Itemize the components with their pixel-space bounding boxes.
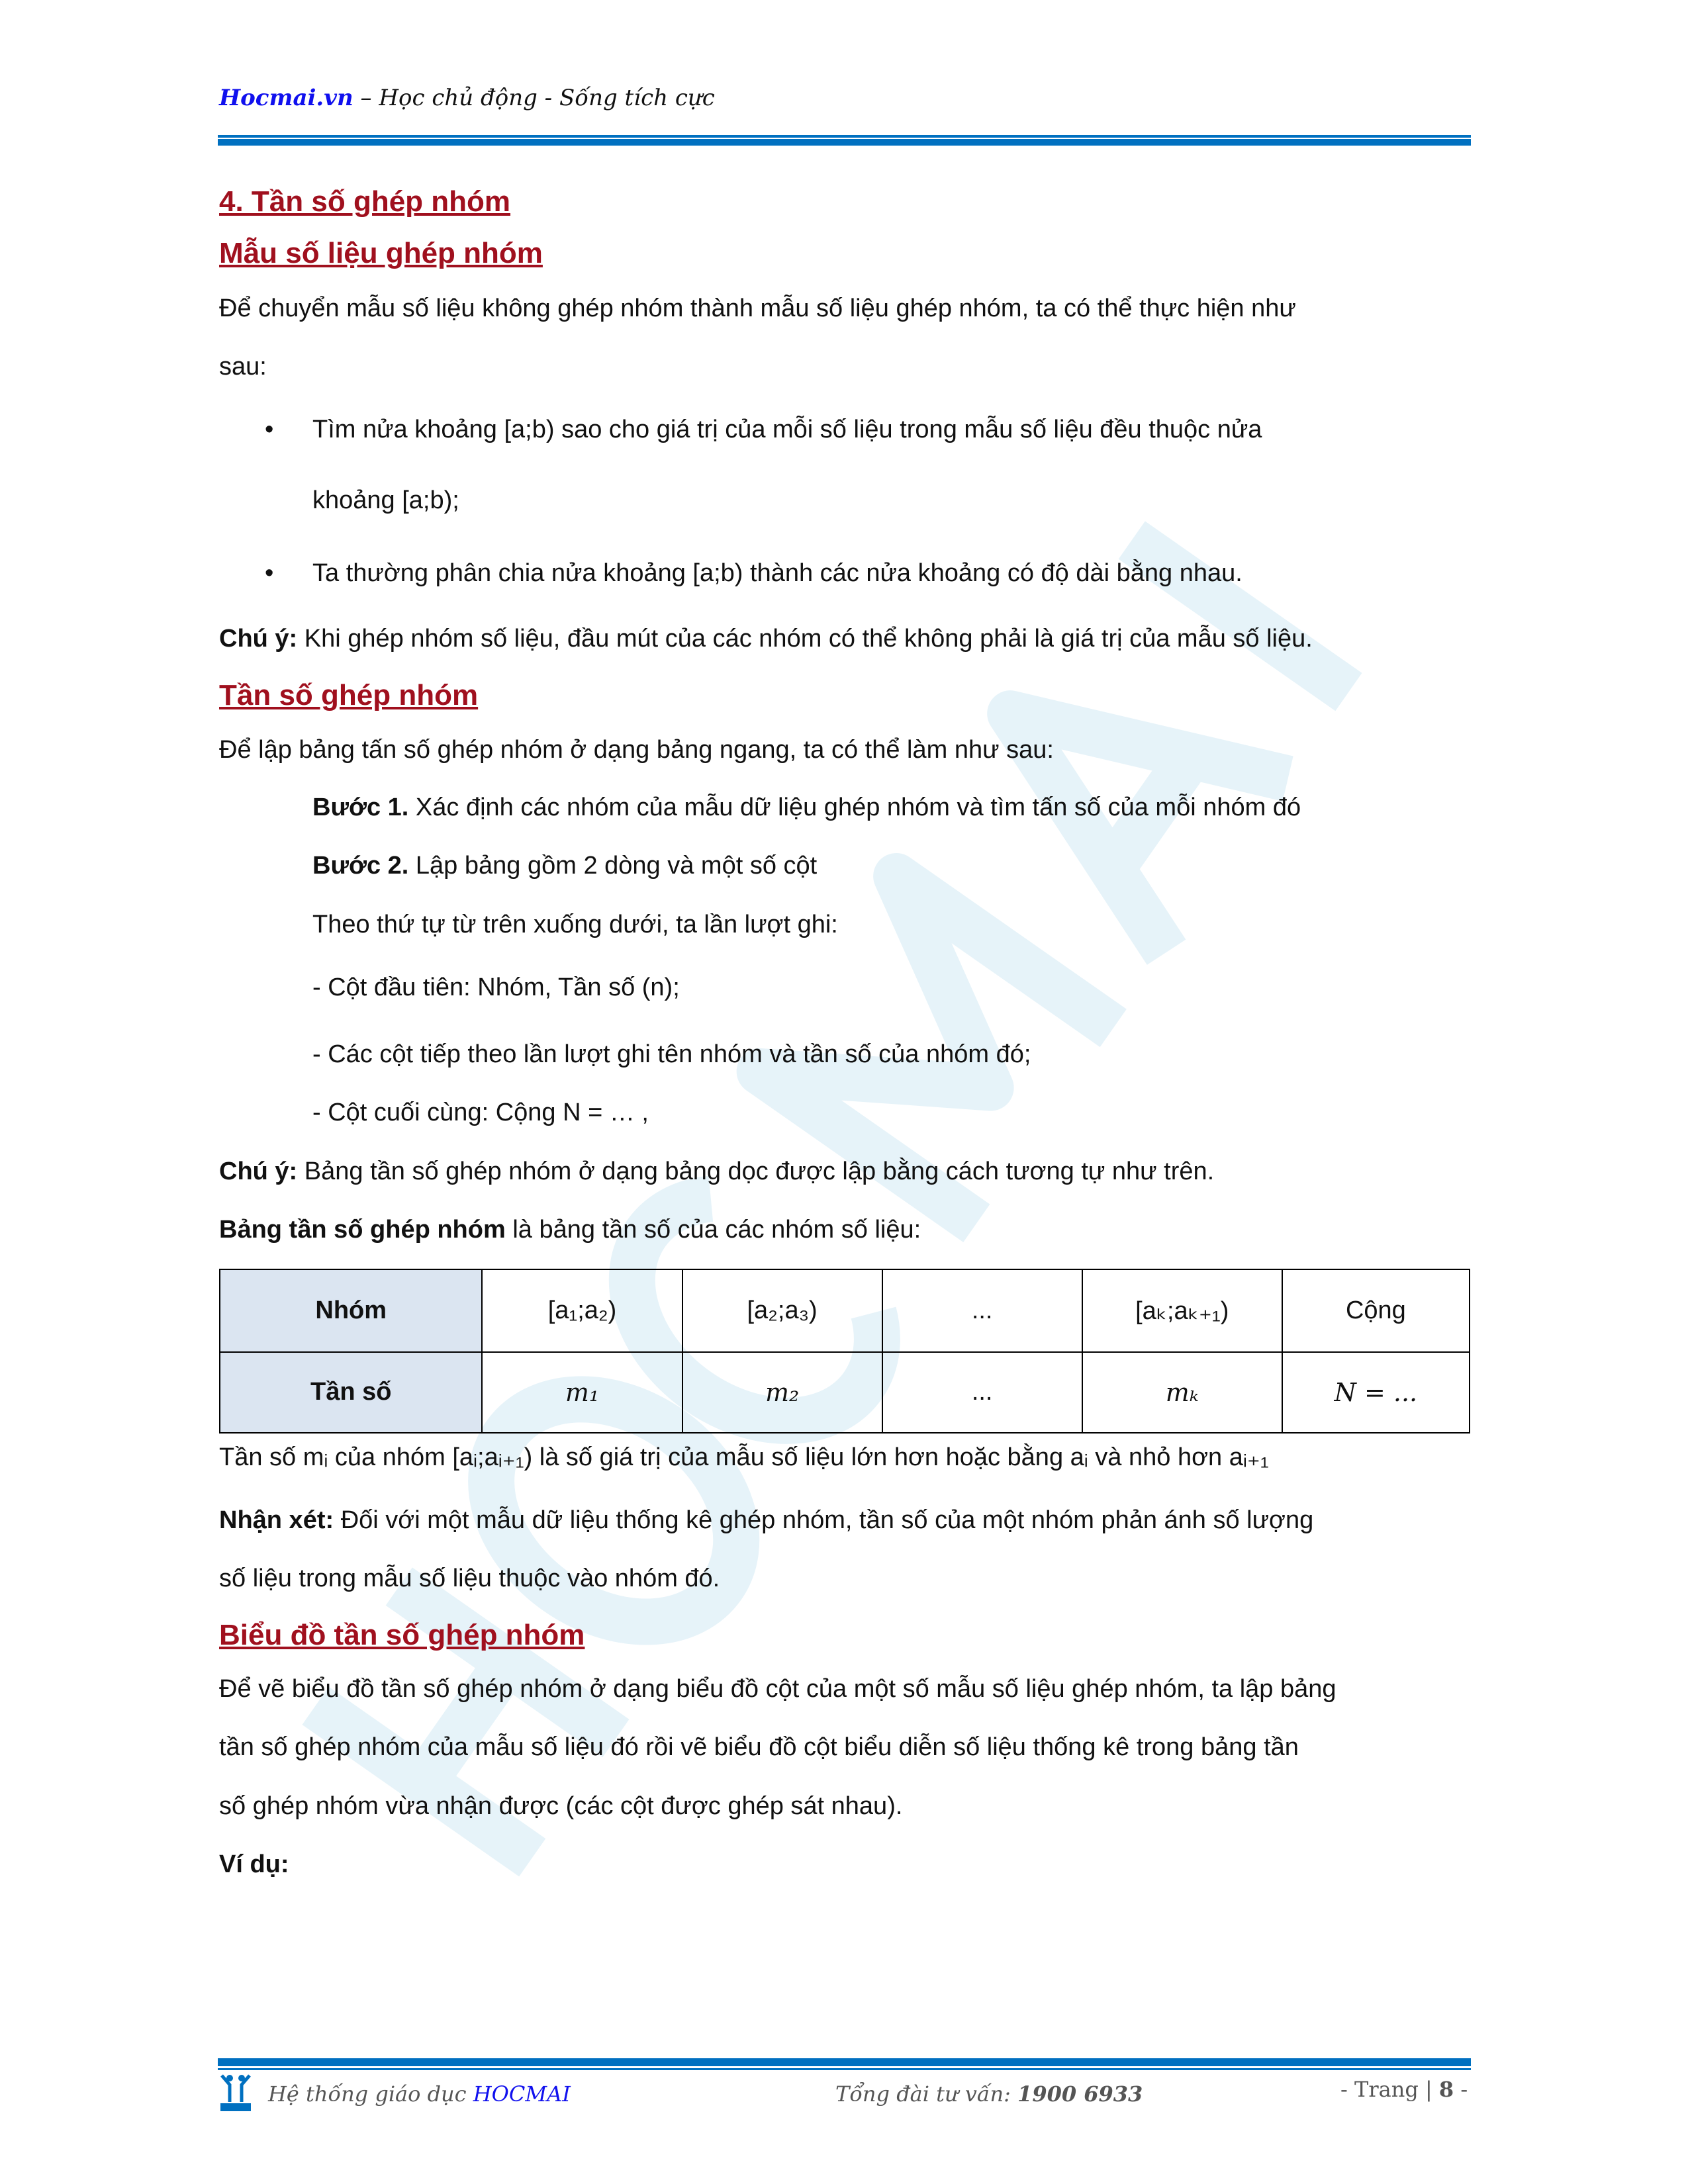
paragraph: Để vẽ biểu đồ tần số ghép nhóm ở dạng biểu đồ cột của một số mẫu số liệu ghép nhóm, ta lập bảng <box>219 1675 1336 1703</box>
header-rule-thin <box>218 135 1471 138</box>
footer-rule-thin <box>218 2068 1471 2070</box>
table-cell: N = ... <box>1282 1352 1470 1433</box>
table-cell: Tần số <box>220 1352 482 1433</box>
bullet-item: Ta thường phân chia nửa khoảng [a;b) thành các nửa khoảng có độ dài bằng nhau. <box>312 559 1243 587</box>
header-rule <box>218 139 1471 146</box>
brand-link[interactable]: Hocmai.vn <box>219 85 353 111</box>
step-1 <box>312 791 1301 824</box>
watermark-letter-a <box>949 627 1288 952</box>
paragraph: Tần số mᵢ của nhóm [aᵢ;aᵢ₊₁) là số giá trị của mẫu số liệu lớn hơn hoặc bằng aᵢ và nhỏ hơn aᵢ₊₁ <box>219 1443 1269 1471</box>
footer-brand[interactable]: HOCMAI <box>473 2081 571 2107</box>
table-row <box>220 1269 1470 1352</box>
dash-item: - Cột đầu tiên: Nhóm, Tần số (n); <box>312 974 680 1001</box>
hotline-label: Tổng đài tư vấn: <box>835 2081 1018 2107</box>
footer-system <box>268 2081 571 2107</box>
page-end: - <box>1454 2077 1468 2102</box>
table-cell: m₂ <box>682 1352 882 1433</box>
paragraph: Để lập bảng tấn số ghép nhóm ở dạng bảng ngang, ta có thể làm như sau: <box>219 736 1054 764</box>
definition <box>219 1213 921 1246</box>
header <box>219 85 715 111</box>
step-text: Xác định các nhóm của mẫu dữ liệu ghép nhóm và tìm tấn số của mỗi nhóm đó <box>408 794 1301 821</box>
step-2 <box>312 849 817 882</box>
table-cell: [aₖ;aₖ₊₁) <box>1082 1269 1282 1352</box>
table-cell: ... <box>882 1269 1082 1352</box>
step-text: Lập bảng gồm 2 dòng và một số cột <box>408 852 818 880</box>
table-cell: [a₁;a₂) <box>482 1269 682 1352</box>
remark-label: Nhận xét: <box>219 1506 334 1534</box>
frequency-table <box>219 1269 1470 1433</box>
remark <box>219 1504 1313 1537</box>
table-cell: mₖ <box>1082 1352 1282 1433</box>
definition-term: Bảng tần số ghép nhóm <box>219 1216 506 1244</box>
subheading-grouped-sample: Mẫu số liệu ghép nhóm <box>219 237 543 269</box>
subheading-grouped-frequency: Tần số ghép nhóm <box>219 679 479 711</box>
dash-item: - Cột cuối cùng: Cộng N = … , <box>312 1099 649 1126</box>
paragraph: số liệu trong mẫu số liệu thuộc vào nhóm đó. <box>219 1565 720 1592</box>
page-label: - Trang | <box>1340 2077 1439 2102</box>
note-text: Khi ghép nhóm số liệu, đầu mút của các nhóm có thể không phải là giá trị của mẫu số liệu. <box>297 625 1313 653</box>
step-label: Bước 2. <box>312 852 409 880</box>
footer-rule <box>218 2058 1471 2066</box>
table-row <box>220 1352 1470 1433</box>
table-cell: Nhóm <box>220 1269 482 1352</box>
footer-system-text: Hệ thống giáo dục <box>268 2081 473 2107</box>
paragraph: Theo thứ tự từ trên xuống dưới, ta lần lượt ghi: <box>312 911 838 938</box>
table-cell: m₁ <box>482 1352 682 1433</box>
subheading-histogram: Biểu đồ tần số ghép nhóm <box>219 1619 585 1651</box>
table-cell: Cộng <box>1282 1269 1470 1352</box>
note <box>219 1155 1214 1188</box>
page-number <box>1340 2077 1468 2102</box>
definition-text: là bảng tần số của các nhóm số liệu: <box>505 1216 921 1244</box>
bullet-icon: • <box>265 416 274 443</box>
note-label: Chú ý: <box>219 625 298 653</box>
page-value: 8 <box>1438 2077 1454 2102</box>
paragraph: sau: <box>219 353 267 381</box>
bullet-icon: • <box>265 559 274 587</box>
paragraph: tần số ghép nhóm của mẫu số liệu đó rồi vẽ biểu đồ cột biểu diễn số liệu thống kê trong bảng tần <box>219 1733 1299 1761</box>
note-label: Chú ý: <box>219 1158 298 1185</box>
slogan: – Học chủ động - Sống tích cực <box>353 85 715 111</box>
bullet-item: Tìm nửa khoảng [a;b) sao cho giá trị của mỗi số liệu trong mẫu số liệu đều thuộc nửa <box>312 416 1262 443</box>
paragraph: số ghép nhóm vừa nhận được (các cột được ghép sát nhau). <box>219 1792 903 1820</box>
bullet-item: khoảng [a;b); <box>312 486 459 514</box>
paragraph: Để chuyển mẫu số liệu không ghép nhóm thành mẫu số liệu ghép nhóm, ta có thể thực hiện như <box>219 295 1296 322</box>
note-text: Bảng tần số ghép nhóm ở dạng bảng dọc được lập bằng cách tương tự như trên. <box>297 1158 1215 1185</box>
table-cell: [a₂;a₃) <box>682 1269 882 1352</box>
example-label: Ví dụ: <box>219 1850 289 1878</box>
step-label: Bước 1. <box>312 794 409 821</box>
note <box>219 622 1313 655</box>
hotline-number: 1900 6933 <box>1017 2081 1143 2107</box>
section-title: 4. Tần số ghép nhóm <box>219 185 511 218</box>
remark-text: Đối với một mẫu dữ liệu thống kê ghép nhóm, tần số của một nhóm phản ánh số lượng <box>334 1506 1314 1534</box>
footer-hotline <box>835 2081 1143 2107</box>
hocmai-logo-icon <box>219 2073 252 2113</box>
table-cell: ... <box>882 1352 1082 1433</box>
dash-item: - Các cột tiếp theo lần lượt ghi tên nhóm và tần số của nhóm đó; <box>312 1040 1031 1068</box>
